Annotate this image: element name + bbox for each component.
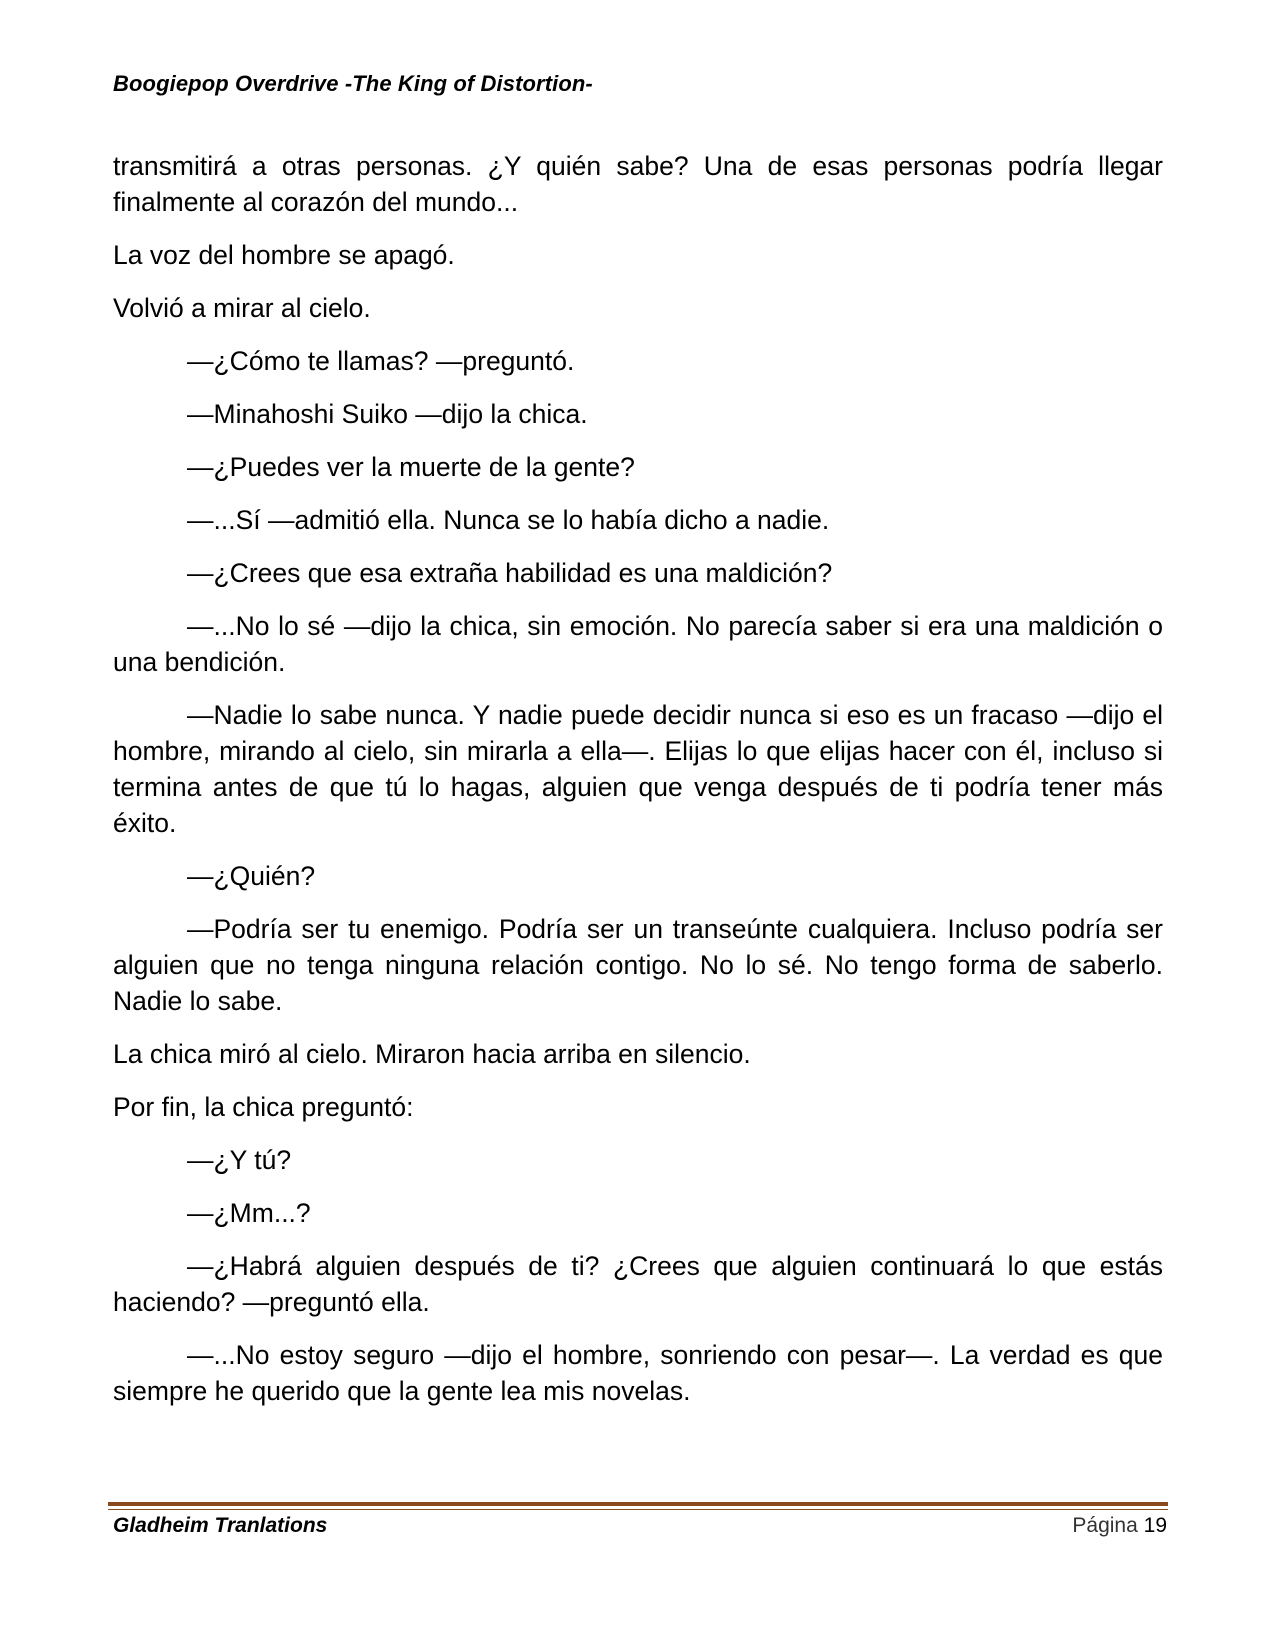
paragraph: —Minahoshi Suiko —dijo la chica. [187,399,588,429]
paragraph: —¿Habrá alguien después de ti? ¿Crees que alguien continuará lo que estás haciendo? —preguntó ella. [113,1251,1163,1317]
paragraph: La voz del hombre se apagó. [113,240,455,270]
paragraph: transmitirá a otras personas. ¿Y quién sabe? Una de esas personas podría llegar finalmente al corazón del mundo... [113,151,1163,217]
paragraph: —...Sí —admitió ella. Nunca se lo había dicho a nadie. [187,505,830,535]
paragraph: —¿Y tú? [187,1145,292,1175]
page-header-title: Boogiepop Overdrive -The King of Distortion- [113,71,593,96]
paragraph: —¿Puedes ver la muerte de la gente? [187,452,635,482]
paragraph: —...No lo sé —dijo la chica, sin emoción. No parecía saber si era una maldición o una bendición. [113,611,1163,677]
paragraph: La chica miró al cielo. Miraron hacia arriba en silencio. [113,1039,751,1069]
paragraph: —¿Crees que esa extraña habilidad es una maldición? [187,558,833,588]
footer-credit: Gladheim Tranlations [113,1514,328,1537]
page-label: Página [1072,1514,1138,1537]
paragraph: Por fin, la chica preguntó: [113,1092,414,1122]
paragraph: —¿Mm...? [187,1198,311,1228]
paragraph: —¿Cómo te llamas? —preguntó. [187,346,575,376]
footer-page-indicator [1072,1514,1167,1538]
paragraph: —...No estoy seguro —dijo el hombre, sonriendo con pesar—. La verdad es que siempre he querido que la gente lea mis novelas. [113,1340,1163,1406]
paragraph: —Podría ser tu enemigo. Podría ser un transeúnte cualquiera. Incluso podría ser alguien que no tenga ninguna relación contigo. No lo sé. No tengo forma de saberlo. Nadie lo sabe. [113,914,1163,1016]
footer-rule-thick [108,1502,1168,1506]
paragraph: Volvió a mirar al cielo. [113,293,371,323]
paragraph: —¿Quién? [187,861,316,891]
paragraph: —Nadie lo sabe nunca. Y nadie puede decidir nunca si eso es un fracaso —dijo el hombre, mirando al cielo, sin mirarla a ella—. Elijas lo que elijas hacer con él, incluso si termina antes de que tú lo hagas, alguien que venga después de ti podría tener más éxito. [113,700,1163,838]
footer-rule-thin [108,1509,1168,1510]
body-text [113,148,1163,1426]
page-number: 19 [1143,1514,1167,1537]
